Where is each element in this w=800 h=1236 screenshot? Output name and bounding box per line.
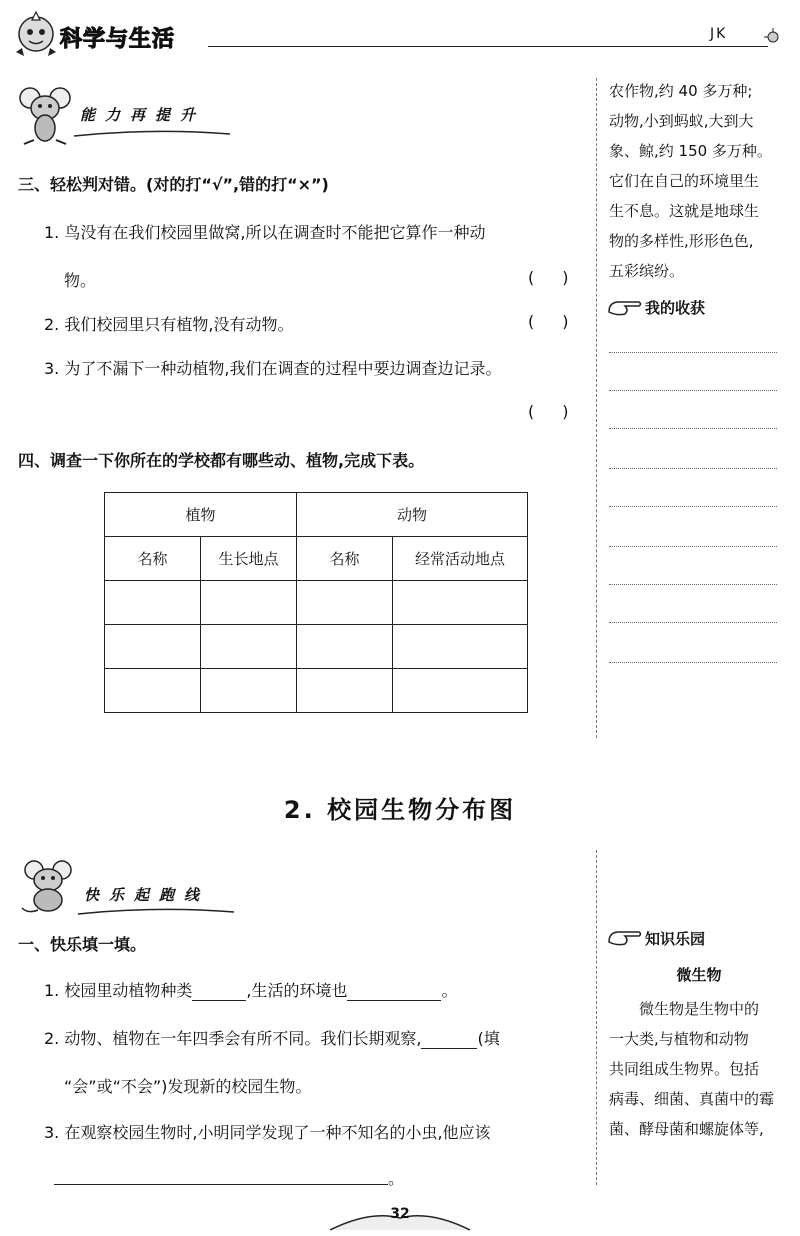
table-cell[interactable] [297,581,393,625]
sidebar-line: 微生物是生物中的 [639,1000,760,1018]
answer-line[interactable] [609,546,777,547]
q1-item-1-text-b: ,生活的环境也 [246,981,348,1000]
page-number: 32 [390,1206,410,1222]
q3-item-1-line2: 物。 [64,271,97,290]
q1-item-2-text-b: (填 [477,1029,500,1048]
section-underline-swoosh [72,126,232,140]
table-cell[interactable] [297,625,393,669]
table-cell[interactable] [105,625,201,669]
question-3-title: 三、轻松判对错。(对的打“√”,错的打“×”) [18,175,329,194]
sidebar-line: 菌、酵母菌和螺旋体等, [609,1120,764,1138]
q1-item-3: 3. 在观察校园生物时,小明同学发现了一种不知名的小虫,他应该 [44,1123,491,1142]
sidebar-line: 农作物,约 40 多万种; [609,82,753,100]
answer-line[interactable] [609,506,777,507]
sidebar-line: 一大类,与植物和动物 [609,1030,749,1048]
harvest-heading: 我的收获 [645,299,706,317]
survey-table [104,492,528,713]
header-code: JK [710,26,728,42]
table-cell[interactable] [201,669,297,713]
fill-blank[interactable] [347,982,441,1001]
table-col-plant-location: 生长地点 [201,537,297,581]
q3-item-2: 2. 我们校园里只有植物,没有动物。 [44,315,294,334]
sidebar-divider-bottom [596,850,597,1185]
section-title-start: 快乐起跑线 [84,886,210,904]
answer-line[interactable] [609,428,777,429]
sidebar-line: 它们在自己的环境里生 [609,172,760,190]
q3-item-3-answer-box[interactable]: () [528,402,597,421]
answer-line[interactable] [609,622,777,623]
table-col-animal-name: 名称 [297,537,393,581]
sidebar-line: 五彩缤纷。 [609,262,685,280]
table-cell[interactable] [393,625,528,669]
knowledge-heading: 知识乐园 [645,930,706,948]
answer-line[interactable] [609,390,777,391]
q3-item-1-line1: 1. 鸟没有在我们校园里做窝,所以在调查时不能把它算作一种动 [44,223,486,242]
q1-item-3-end: 。 [388,1169,405,1188]
q1-item-2-line1 [44,1026,500,1049]
table-cell[interactable] [297,669,393,713]
mascot-logo [10,10,62,62]
q1-item-2-line2: “会”或“不会”)发现新的校园生物。 [64,1077,312,1096]
sidebar-line: 动物,小到蚂蚁,大到大 [609,112,754,130]
lesson-title: 2. 校园生物分布图 [283,796,517,824]
table-header-animals: 动物 [297,493,528,537]
answer-line[interactable] [609,468,777,469]
q1-item-1-text-a: 1. 校园里动植物种类 [44,981,193,1000]
sidebar-text-block [609,76,795,286]
table-row [105,581,528,625]
table-cell[interactable] [201,581,297,625]
table-cell[interactable] [393,669,528,713]
answer-line[interactable] [609,352,777,353]
pointing-hand-icon [607,296,643,318]
q1-item-1-text-c: 。 [441,981,458,1000]
q1-item-2-text-a: 2. 动物、植物在一年四季会有所不同。我们长期观察, [44,1029,422,1048]
table-row [105,625,528,669]
answer-line[interactable] [609,584,777,585]
question-1-title: 一、快乐填一填。 [18,935,147,954]
pointing-hand-icon [607,926,643,948]
star-icon [762,26,784,48]
sidebar-line: 病毒、细菌、真菌中的霉 [609,1090,775,1108]
q3-item-3: 3. 为了不漏下一种动植物,我们在调查的过程中要边调查边记录。 [44,359,502,378]
microbe-subtitle: 微生物 [676,966,722,984]
q1-item-1 [44,978,457,1001]
table-col-plant-name: 名称 [105,537,201,581]
table-cell[interactable] [201,625,297,669]
sidebar-line: 物的多样性,形形色色, [609,232,754,250]
mouse-mascot-icon [18,858,80,916]
fill-blank[interactable] [192,982,246,1001]
section-title-ability: 能力再提升 [80,106,206,124]
question-4-title: 四、调查一下你所在的学校都有哪些动、植物,完成下表。 [18,451,425,470]
table-row [105,669,528,713]
table-cell[interactable] [105,669,201,713]
section-underline-swoosh [76,904,236,918]
header-rule [208,46,768,47]
table-header-plants: 植物 [105,493,297,537]
header-title: 科学与生活 [60,27,176,52]
fill-blank-long[interactable] [54,1166,388,1185]
mouse-mascot-icon [16,84,74,146]
fill-blank[interactable] [421,1030,477,1049]
q3-item-1-answer-box[interactable]: () [528,268,597,287]
table-cell[interactable] [105,581,201,625]
sidebar-line: 象、鲸,约 150 多万种。 [609,142,772,160]
answer-line[interactable] [609,662,777,663]
microbe-text-block [609,994,795,1144]
q3-item-2-answer-box[interactable]: () [528,312,597,331]
table-cell[interactable] [393,581,528,625]
sidebar-line: 生不息。这就是地球生 [609,202,760,220]
sidebar-line: 共同组成生物界。包括 [609,1060,760,1078]
table-col-animal-location: 经常活动地点 [393,537,528,581]
